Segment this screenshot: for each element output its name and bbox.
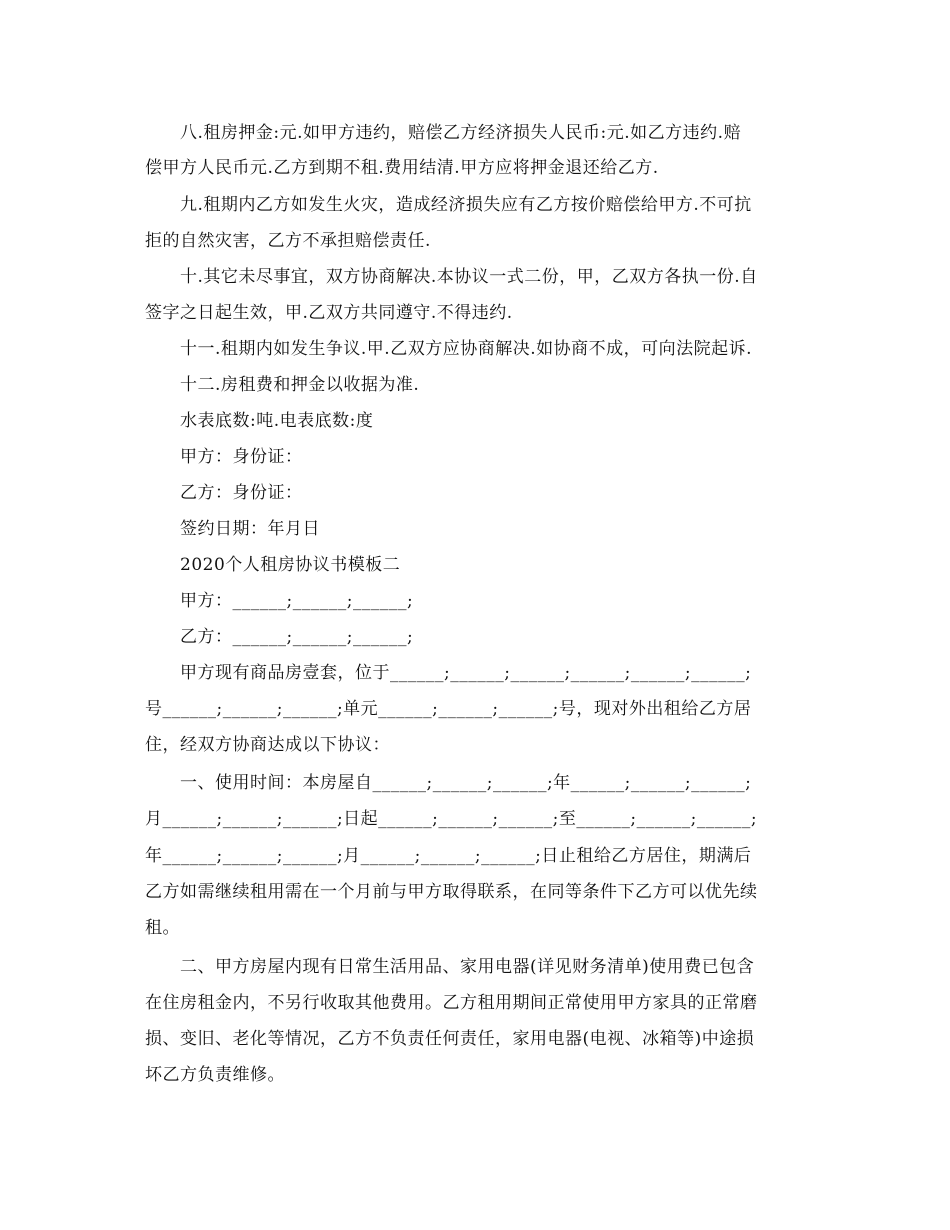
clause-9-line-1: 九.租期内乙方如发生火灾，造成经济损失应有乙方按价赔偿给甲方.不可抗 (180, 195, 752, 215)
usage-time-line-4: 乙方如需继续租用需在一个月前与甲方取得联系，在同等条件下乙方可以优先续 (145, 882, 758, 902)
party-b-id-line: 乙方：身份证： (180, 483, 303, 503)
usage-time-line-2: 月______;______;______;日起______;______;______;至______;______;______; (145, 809, 758, 829)
signing-date-line: 签约日期：年月日 (180, 519, 320, 539)
party-b-fill-line: 乙方：______;______;______; (180, 627, 414, 647)
clause-8-line-2: 偿甲方人民币元.乙方到期不租.费用结清.甲方应将押金退还给乙方. (145, 158, 659, 178)
party-a-id-line: 甲方：身份证： (180, 447, 303, 467)
clause-2-line-2: 在住房租金内，不另行收取其他费用。乙方租用期间正常使用甲方家具的正常磨 (145, 993, 758, 1013)
clause-10-line-1: 十.其它未尽事宜，双方协商解决.本协议一式二份，甲，乙双方各执一份.自 (180, 267, 758, 287)
clause-2-line-3: 损、变旧、老化等情况，乙方不负责任何责任，家用电器(电视、冰箱等)中途损 (145, 1029, 755, 1049)
clause-8-line-1: 八.租房押金:元.如甲方违约，赔偿乙方经济损失人民币:元.如乙方违约.赔 (180, 123, 742, 143)
meter-readings: 水表底数:吨.电表底数:度 (180, 411, 374, 431)
property-line-1: 甲方现有商品房壹套，位于______;______;______;______;______;______; (180, 663, 752, 683)
clause-2-line-1: 二、甲方房屋内现有日常生活用品、家用电器(详见财务清单)使用费已包含 (180, 957, 755, 977)
template-two-title: 2020个人租房协议书模板二 (180, 555, 401, 575)
usage-time-line-1: 一、使用时间：本房屋自______;______;______;年______;______;______; (180, 773, 752, 793)
clause-9-line-2: 拒的自然灾害，乙方不承担赔偿责任. (145, 231, 431, 251)
property-line-2: 号______;______;______;单元______;______;______;号，现对外出租给乙方居 (145, 699, 752, 719)
clause-2-line-4: 坏乙方负责维修。 (145, 1065, 285, 1085)
usage-time-line-3: 年______;______;______;月______;______;______;日止租给乙方居住，期满后 (145, 846, 752, 866)
clause-10-line-2: 签字之日起生效，甲.乙双方共同遵守.不得违约. (145, 303, 513, 323)
clause-11: 十一.租期内如发生争议.甲.乙双方应协商解决.如协商不成，可向法院起诉. (180, 339, 753, 359)
property-line-3: 住，经双方协商达成以下协议： (145, 735, 390, 755)
clause-12: 十二.房租费和押金以收据为准. (180, 375, 420, 395)
party-a-fill-line: 甲方：______;______;______; (180, 591, 414, 611)
usage-time-line-5: 租。 (145, 918, 180, 938)
